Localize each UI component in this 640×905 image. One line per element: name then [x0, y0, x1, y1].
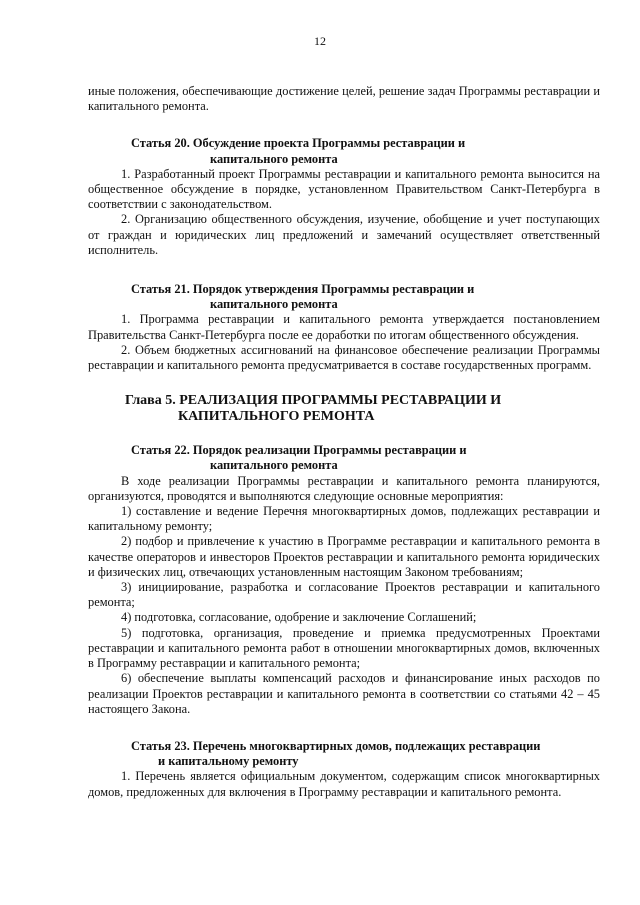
article-22-item-5: 5) подготовка, организация, проведение и приемка предусмотренных Проектами реставрации и капитального ремонта работ в отношении многоквартирных домов, включенных в Программу реставрации и капитального ремонта; — [88, 625, 600, 671]
article-23-paragraph-1: 1. Перечень является официальным документом, содержащим список многоквартирных домов, предложенных для включения в Программу реставрации и капитального ремонта. — [88, 769, 600, 799]
intro-paragraph: иные положения, обеспечивающие достижение целей, решение задач Программы реставрации и капитального ремонта. — [88, 84, 600, 114]
article-20-heading: Статья 20. Обсуждение проекта Программы реставрации и капитального ремонта — [131, 136, 466, 166]
article-22-item-6: 6) обеспечение выплаты компенсаций расходов и финансирование иных расходов по реализации Проектов реставрации и капитального ремонта в соответствии со статьями 42 – 45 настоящего Закона. — [88, 671, 600, 716]
article-22-intro: В ходе реализации Программы реставрации и капитального ремонта планируются, организуются, проводятся и выполняются следующие основные мероприятия: — [88, 473, 600, 503]
article-21-heading: Статья 21. Порядок утверждения Программы реставрации и капитального ремонта — [131, 282, 475, 312]
article-22-item-3: 3) инициирование, разработка и согласование Проектов реставрации и капитального ремонта; — [88, 580, 600, 610]
article-20-paragraph-1: 1. Разработанный проект Программы реставрации и капитального ремонта выносится на общественное обсуждение в порядке, установленном Правительством Санкт-Петербурга в соответствии с законодательством. — [88, 166, 600, 212]
article-23 — [88, 739, 600, 800]
document-body — [88, 84, 600, 800]
article-23-heading: Статья 23. Перечень многоквартирных домов, подлежащих реставрации и капитальному ремонту — [131, 738, 541, 769]
article-22-item-4: 4) подготовка, согласование, одобрение и заключение Соглашений; — [121, 610, 477, 625]
chapter-5-heading: Глава 5. РЕАЛИЗАЦИЯ ПРОГРАММЫ РЕСТАВРАЦИИ И КАПИТАЛЬНОГО РЕМОНТА — [125, 393, 502, 425]
article-21-paragraph-2: 2. Объем бюджетных ассигнований на финансовое обеспечение реализации Программы реставрации и капитального ремонта предусматривается в составе государственных программ. — [88, 342, 600, 373]
article-22-heading: Статья 22. Порядок реализации Программы реставрации и капитального ремонта — [131, 443, 467, 473]
article-22-item-1: 1) составление и ведение Перечня многоквартирных домов, подлежащих реставрации и капитальному ремонту; — [88, 504, 600, 534]
article-22-item-2: 2) подбор и привлечение к участию в Программе реставрации и капитального ремонта в качестве операторов и инвесторов Проектов реставрации и капитального ремонта юридических и физических лиц, отвечающих установленным настоящим Законом требованиям; — [88, 534, 600, 579]
article-21 — [88, 282, 600, 373]
article-22 — [88, 443, 600, 717]
article-20 — [88, 136, 600, 258]
page-number: 12 — [314, 34, 326, 48]
article-20-paragraph-2: 2. Организацию общественного обсуждения, изучение, обобщение и учет поступающих от граждан и юридических лиц предложений и замечаний осуществляет ответственный исполнитель. — [88, 212, 600, 257]
article-21-paragraph-1: 1. Программа реставрации и капитального ремонта утверждается постановлением Правительства Санкт-Петербурга после ее доработки по итогам общественного обсуждения. — [88, 312, 600, 342]
